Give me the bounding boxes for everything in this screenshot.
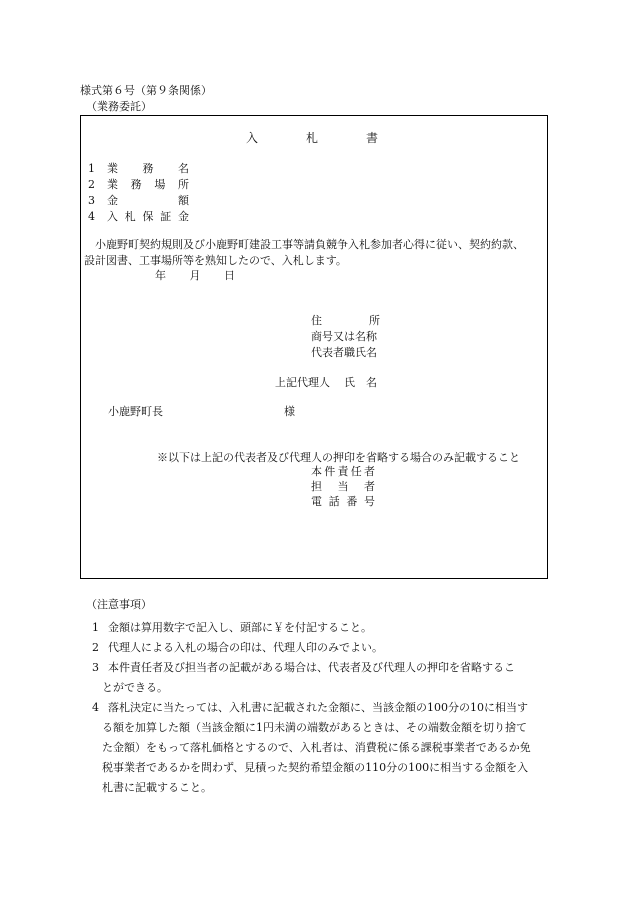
date-day: 日 bbox=[224, 269, 235, 282]
date-line bbox=[155, 269, 235, 283]
item-label-business-name bbox=[107, 162, 189, 176]
label-char: 札 bbox=[124, 210, 136, 223]
title-char: 書 bbox=[365, 131, 378, 145]
label-char: 者 bbox=[364, 480, 375, 493]
omission-note: ※以下は上記の代表者及び代理人の押印を省略する場合のみ記載すること bbox=[157, 451, 520, 464]
form-category: （業務委託） bbox=[86, 100, 152, 113]
label-char: 任 bbox=[350, 465, 362, 478]
note-line: 札書に記載すること。 bbox=[102, 781, 212, 794]
label-char: 電 bbox=[311, 495, 322, 508]
label-char: 務 bbox=[130, 178, 142, 191]
note-number: 1 bbox=[92, 621, 99, 634]
label-char: 金 bbox=[178, 210, 189, 223]
note-item bbox=[92, 698, 554, 798]
label-char: 場 bbox=[154, 178, 166, 191]
responsible-person-label bbox=[311, 465, 375, 479]
form-number: 様式第６号（第９条関係） bbox=[80, 84, 212, 97]
item-label-amount bbox=[107, 194, 189, 208]
label-char: 入 bbox=[107, 210, 118, 223]
label-char: 保 bbox=[142, 210, 154, 223]
agent-name-label: 氏 名 bbox=[344, 376, 377, 389]
note-item bbox=[92, 658, 554, 698]
label-char: 所 bbox=[177, 178, 189, 191]
label-char: 金 bbox=[107, 194, 118, 207]
addressee: 小鹿野町長 bbox=[108, 405, 163, 418]
note-line: 落札決定に当たっては、入札書に記載された金額に、当該金額の100分の10に相当す bbox=[108, 701, 528, 714]
statement-line-2: 設計図書、工事場所等を熟知したので、入札します。 bbox=[84, 254, 347, 267]
label-char: 住 bbox=[311, 314, 322, 327]
note-number: 4 bbox=[92, 701, 99, 714]
note-line: 税事業者であるかを問わず、見積った契約希望金額の110分の100に相当する金額を入 bbox=[102, 761, 529, 774]
note-item bbox=[92, 638, 554, 658]
label-char: 額 bbox=[178, 194, 189, 207]
note-line: る額を加算した額（当該金額に1円未満の端数があるときは、その端数金額を切り捨て bbox=[102, 721, 527, 734]
representative-label: 代表者職氏名 bbox=[311, 346, 377, 359]
title-char: 入 bbox=[246, 131, 259, 145]
agent-label: 上記代理人 bbox=[275, 376, 330, 389]
label-char: 務 bbox=[142, 162, 154, 175]
label-char: 業 bbox=[107, 178, 118, 191]
item-number: 4 bbox=[88, 210, 95, 223]
label-char: 号 bbox=[363, 495, 375, 508]
item-number: 3 bbox=[88, 194, 95, 207]
label-char: 責 bbox=[337, 465, 349, 478]
company-name-label: 商号又は名称 bbox=[311, 330, 377, 343]
title-char: 札 bbox=[305, 131, 318, 145]
date-year: 年 bbox=[155, 269, 166, 282]
notes-heading: （注意事項） bbox=[86, 598, 152, 611]
statement-line-1: 小鹿野町契約規則及び小鹿野町建設工事等請負競争入札参加者心得に従い、契約約款、 bbox=[95, 238, 524, 251]
note-line: 金額は算用数字で記入し、頭部に￥を付記すること。 bbox=[108, 621, 372, 634]
note-line: とができる。 bbox=[102, 681, 168, 694]
item-number: 2 bbox=[88, 178, 95, 191]
note-line: 代理人による入札の場合の印は、代理人印のみでよい。 bbox=[108, 641, 383, 654]
form-title bbox=[246, 131, 378, 145]
phone-number-label bbox=[311, 495, 375, 509]
label-char: 証 bbox=[160, 210, 172, 223]
label-char: 者 bbox=[364, 465, 375, 478]
label-char: 名 bbox=[178, 162, 189, 175]
label-char: 件 bbox=[324, 465, 336, 478]
note-item bbox=[92, 618, 554, 638]
address-label bbox=[311, 314, 380, 328]
label-char: 業 bbox=[107, 162, 118, 175]
date-month: 月 bbox=[189, 269, 201, 282]
person-in-charge-label bbox=[311, 480, 375, 494]
label-char: 担 bbox=[311, 480, 322, 493]
item-label-bid-deposit bbox=[107, 210, 189, 224]
note-line: た金額）をもって落札価格とするので、入札者は、消費税に係る課税事業者であるか免 bbox=[102, 741, 531, 754]
label-char: 当 bbox=[337, 480, 349, 493]
label-char: 番 bbox=[346, 495, 358, 508]
label-char: 話 bbox=[328, 495, 340, 508]
label-char: 本 bbox=[311, 465, 322, 478]
note-number: 2 bbox=[92, 641, 99, 654]
honorific: 様 bbox=[284, 405, 295, 418]
label-char: 所 bbox=[369, 314, 380, 327]
item-label-business-location bbox=[107, 178, 189, 192]
note-number: 3 bbox=[92, 661, 99, 674]
note-line: 本件責任者及び担当者の記載がある場合は、代表者及び代理人の押印を省略するこ bbox=[108, 661, 515, 674]
item-number: 1 bbox=[88, 162, 95, 175]
